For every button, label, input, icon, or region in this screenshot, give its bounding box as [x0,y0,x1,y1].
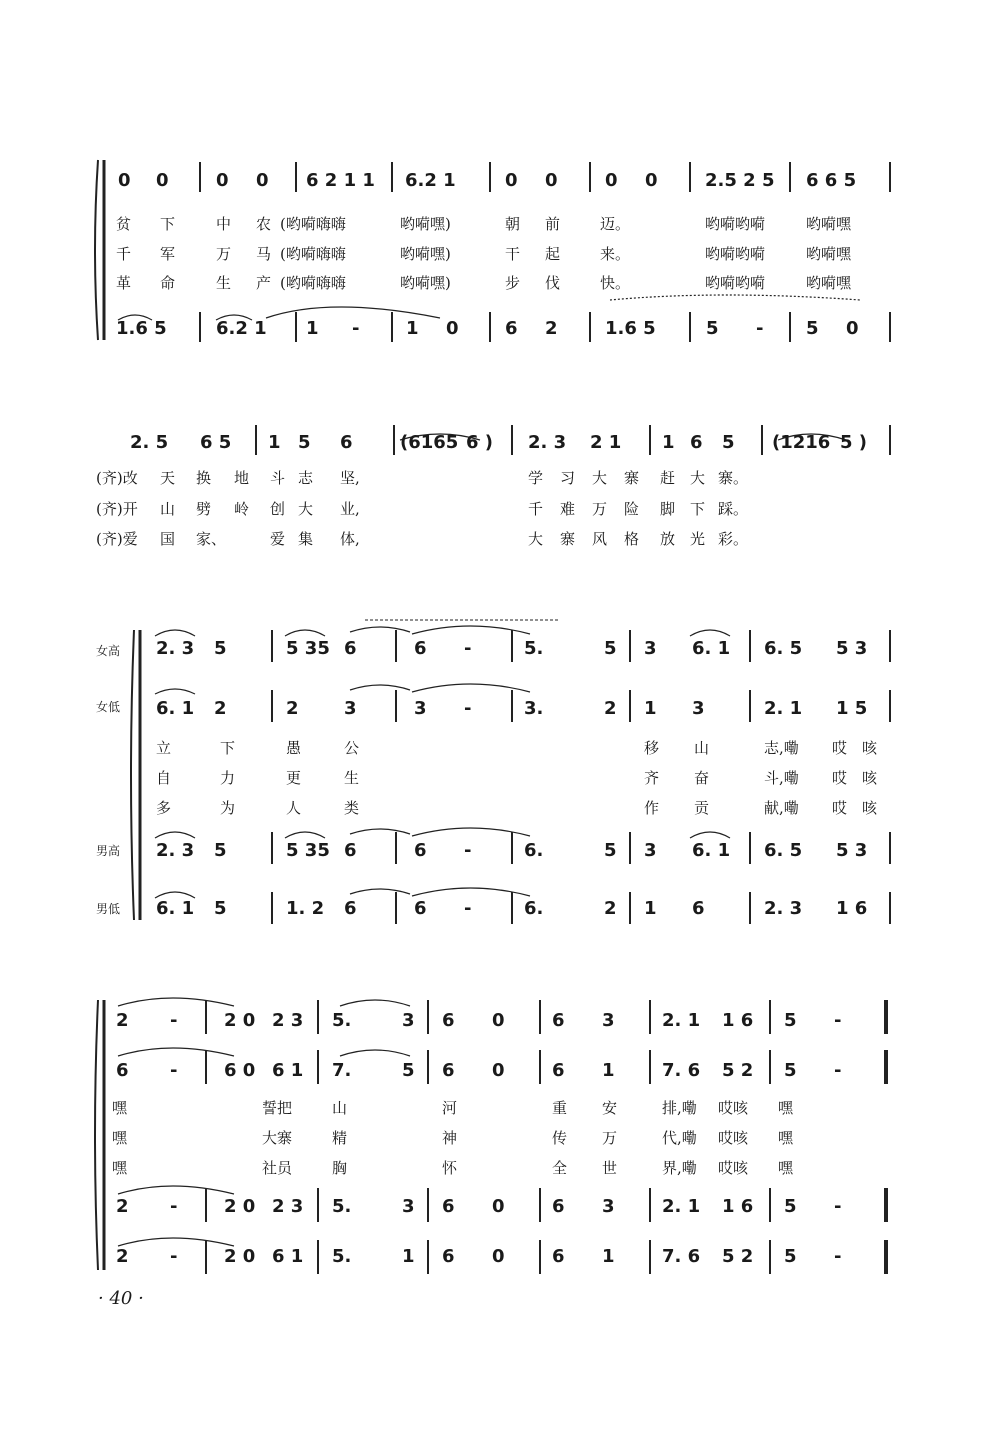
note-group: 1 [402,1246,415,1267]
lyric: 重 [552,1099,568,1117]
note-group: 2 [116,1196,129,1217]
note-group: 6 [442,1196,455,1217]
note-group: 6 5 [200,432,232,453]
lyric: (齐)爱 [96,530,138,548]
lyric: 格 [624,530,640,548]
lyric: 传 [552,1129,568,1147]
lyric: 哎咳 [718,1129,749,1147]
lyric: 下 [220,739,236,757]
note-group: 2. 3 [528,432,567,453]
note-group: 6 [442,1060,455,1081]
note-group: 1 5 [836,698,868,719]
note-group: 1.6 5 [116,318,167,339]
note-group: (1216 [772,432,831,453]
note-group: 6 [414,898,427,919]
note-group: 5 [604,840,617,861]
lyric: 体, [340,530,360,548]
note-group: 2 [116,1246,129,1267]
system4-part4-notes [0,1246,990,1270]
lyric: 踩。 [718,500,749,518]
lyric: 力 [220,769,236,787]
lyric: 马 [256,245,272,263]
system3-alto-notes [0,698,990,722]
note-group: 5. [332,1196,352,1217]
lyric: 赶 [660,469,676,487]
note-group: 6 [442,1010,455,1031]
note-group: 6 [414,638,427,659]
note-group: - [834,1010,842,1031]
system3-lyrics-verse3 [0,797,990,817]
note-group: 6. 5 [764,840,803,861]
note-group: 5 3 [836,638,868,659]
lyric: 迈。 [600,215,631,233]
note-group: 6 [552,1060,565,1081]
lyric: 为 [220,799,236,817]
note-group: 3 [402,1010,415,1031]
lyric: 下 [160,215,176,233]
lyric: 下 [690,500,706,518]
lyric: 全 [552,1159,568,1177]
note-group: 5 [214,638,227,659]
lyric: 风 [592,530,608,548]
note-group: 0 [492,1010,505,1031]
lyric: 哎 [832,799,848,817]
lyric: 咳 [862,739,878,757]
note-group: 1 6 [722,1010,754,1031]
system2-lyrics-verse1 [0,467,990,487]
note-group: 2. 3 [156,840,195,861]
lyric: 前 [545,215,561,233]
note-group: 2 [545,318,558,339]
lyric: (哟嗬嗨嗨 [280,274,346,292]
lyric: 彩。 [718,530,749,548]
note-group: 5 3 [836,840,868,861]
note-group: 0 [118,170,131,191]
lyric: 哟嗬哟嗬 [705,245,766,263]
note-group: 1 [306,318,319,339]
lyric: 哟嗬哟嗬 [705,274,766,292]
lyric: 怀 [442,1159,458,1177]
lyric: 贫 [116,215,132,233]
lyric: 换 [196,469,212,487]
note-group: 5 35 [286,840,330,861]
lyric: 干 [505,245,521,263]
system2-lyrics-verse2 [0,498,990,518]
lyric: 坚, [340,469,360,487]
note-group: - [834,1196,842,1217]
note-group: 6. [524,840,544,861]
note-group: 7. 6 [662,1246,701,1267]
note-group: 3 [602,1196,615,1217]
lyric: 哎 [832,739,848,757]
lyric: 天 [160,469,176,487]
note-group: 2. 1 [764,698,803,719]
system3-tenor-notes [0,840,990,864]
note-group: - [170,1010,178,1031]
lyric: 大 [528,530,544,548]
lyric: 山 [160,500,176,518]
lyric: 安 [602,1099,618,1117]
lyric: 人 [286,799,302,817]
lyric: 千 [528,500,544,518]
note-group: 6 [505,318,518,339]
lyric: 光 [690,530,706,548]
lyric: 界,嘞 [662,1159,697,1177]
note-group: 3. [524,698,544,719]
lyric: 岭 [234,500,250,518]
note-group: 3 [692,698,705,719]
note-group: 0 [645,170,658,191]
note-group: 1 6 [722,1196,754,1217]
lyric: 朝 [505,215,521,233]
note-group: 1.6 5 [605,318,656,339]
lyric: 胸 [332,1159,348,1177]
note-group: 5 [402,1060,415,1081]
system1-upper-notes [0,170,990,194]
lyric: 更 [286,769,302,787]
lyric: 嘿 [778,1099,794,1117]
lyric: 哟嗬嘿 [806,215,852,233]
note-group: - [170,1060,178,1081]
system4-part1-notes [0,1010,990,1034]
note-group: 6 [552,1010,565,1031]
note-group: 6 [442,1246,455,1267]
lyric: 作 [644,799,660,817]
note-group: 6 1 [272,1246,304,1267]
note-group: 5 [784,1010,797,1031]
note-group: 6 [692,898,705,919]
note-group: 3 [602,1010,615,1031]
lyric: 大寨 [262,1129,293,1147]
note-group: 2 1 [590,432,622,453]
note-group: 6 0 [224,1060,256,1081]
lyric: 山 [332,1099,348,1117]
lyric: 寨。 [718,469,749,487]
note-group: 6 [552,1196,565,1217]
note-group: 5 [784,1196,797,1217]
note-group: 6.2 1 [216,318,267,339]
note-group: 6. 1 [692,638,731,659]
lyric: 起 [545,245,561,263]
note-group: - [352,318,360,339]
system4-part2-notes [0,1060,990,1084]
lyric: 咳 [862,799,878,817]
note-group: - [464,698,472,719]
system1-lower-notes [0,318,990,342]
note-group: 2.5 2 5 [705,170,775,191]
lyric: 神 [442,1129,458,1147]
lyric: 嘿 [112,1099,128,1117]
note-group: 0 [446,318,459,339]
note-group: 6.2 1 [405,170,456,191]
note-group: 6 [690,432,703,453]
lyric: 嘿 [778,1159,794,1177]
lyric: 哟嗬嘿) [400,274,451,292]
system4-lyrics-verse2 [0,1127,990,1147]
lyric: 齐 [644,769,660,787]
note-group: (6165 [400,432,459,453]
lyric: 劈 [196,500,212,518]
lyric: 贡 [694,799,710,817]
note-group: 0 [846,318,859,339]
lyric: 自 [156,769,172,787]
note-group: 1 [268,432,281,453]
system1-lyrics-verse1 [0,213,990,233]
note-group: 5. [332,1246,352,1267]
note-group: 5 [784,1246,797,1267]
lyric: 哟嗬嘿 [806,245,852,263]
note-group: - [170,1196,178,1217]
lyric: 排,嘞 [662,1099,697,1117]
lyric: 哎咳 [718,1159,749,1177]
note-group: 5 [706,318,719,339]
lyric: 习 [560,469,576,487]
lyric: (哟嗬嗨嗨 [280,245,346,263]
system3-soprano-notes [0,638,990,662]
note-group: 1 6 [836,898,868,919]
note-group: 1. 2 [286,898,325,919]
note-group: 5 [604,638,617,659]
system1-lyrics-verse3 [0,272,990,292]
lyric: 步 [505,274,521,292]
note-group: 5 ) [840,432,868,453]
lyric: 多 [156,799,172,817]
note-group: 2 3 [272,1010,304,1031]
lyric: 学 [528,469,544,487]
lyric: 大 [592,469,608,487]
note-group: 7. [332,1060,352,1081]
note-group: 1 [602,1246,615,1267]
note-group: 5. [332,1010,352,1031]
lyric: 业, [340,500,360,518]
note-group: 2 [214,698,227,719]
system3-lyrics-verse1 [0,737,990,757]
lyric: 生 [344,769,360,787]
note-group: 6 [344,898,357,919]
note-group: - [464,840,472,861]
note-group: 6. [524,898,544,919]
note-group: 1 [406,318,419,339]
note-group: 0 [605,170,618,191]
lyric: 社员 [262,1159,293,1177]
lyric: 志 [298,469,314,487]
lyric: 大 [298,500,314,518]
note-group: 5 [214,840,227,861]
lyric: 献,嘞 [764,799,799,817]
lyric: 地 [234,469,250,487]
lyric: 中 [216,215,232,233]
lyric: 爱 [270,530,286,548]
note-group: 6. 1 [156,898,195,919]
note-group: 2. 5 [130,432,169,453]
note-group: 2 0 [224,1246,256,1267]
page-number: · 40 · [98,1288,144,1309]
note-group: 5 2 [722,1246,754,1267]
lyric: 生 [216,274,232,292]
system2-lyrics-verse3 [0,528,990,548]
lyric: 革 [116,274,132,292]
lyric: 万 [592,500,608,518]
note-group: 1 [644,698,657,719]
lyric: 伐 [545,274,561,292]
lyric: 斗 [270,469,286,487]
note-group: 2 [286,698,299,719]
note-group: 2 0 [224,1196,256,1217]
note-group: 0 [505,170,518,191]
lyric: 嘿 [112,1159,128,1177]
lyric: 国 [160,530,176,548]
lyric: (齐)开 [96,500,138,518]
note-group: 5 35 [286,638,330,659]
lyric: 志,嘞 [764,739,799,757]
note-group: 6 [344,840,357,861]
note-group: 5 2 [722,1060,754,1081]
note-group: 6. 1 [156,698,195,719]
note-group: 2 [604,698,617,719]
lyric: 险 [624,500,640,518]
lyric: 奋 [694,769,710,787]
note-group: 6 [340,432,353,453]
note-group: 0 [156,170,169,191]
note-group: 1 [602,1060,615,1081]
system4-lyrics-verse1 [0,1097,990,1117]
note-group: 5 [784,1060,797,1081]
lyric: 山 [694,739,710,757]
note-group: 0 [492,1246,505,1267]
note-group: 0 [216,170,229,191]
note-group: 3 [414,698,427,719]
lyric: 来。 [600,245,631,263]
system3-bass-notes [0,898,990,922]
note-group: 6 2 1 1 [306,170,375,191]
lyric: 代,嘞 [662,1129,697,1147]
part-label-alto: 女低 [96,700,121,714]
note-group: - [464,638,472,659]
note-group: 3 [402,1196,415,1217]
part-label-soprano: 女高 [96,644,121,658]
note-group: 0 [545,170,558,191]
lyric: 嘿 [778,1129,794,1147]
note-group: 5. [524,638,544,659]
note-group: - [834,1246,842,1267]
part-label-bass: 男低 [96,902,121,916]
lyric: 寨 [624,469,640,487]
note-group: 6 1 [272,1060,304,1081]
note-group: 5 [806,318,819,339]
system2-notes [0,432,990,456]
lyric: 哟嗬哟嗬 [705,215,766,233]
note-group: 6. 1 [692,840,731,861]
lyric: 万 [216,245,232,263]
note-group: 2 3 [272,1196,304,1217]
note-group: 6 6 5 [806,170,857,191]
lyric: 产 [256,274,272,292]
note-group: - [464,898,472,919]
lyric: 放 [660,530,676,548]
note-group: 7. 6 [662,1060,701,1081]
lyric: 快。 [600,274,631,292]
lyric: 哎咳 [718,1099,749,1117]
note-group: 0 [256,170,269,191]
note-group: 0 [492,1196,505,1217]
note-group: 5 [722,432,735,453]
lyric: 哟嗬嘿) [400,245,451,263]
note-group: 2 [604,898,617,919]
lyric: 脚 [660,500,676,518]
note-group: 6 ) [466,432,494,453]
lyric: 河 [442,1099,458,1117]
lyric: 斗,嘞 [764,769,799,787]
note-group: - [834,1060,842,1081]
note-group: 1 [644,898,657,919]
note-group: 5 [214,898,227,919]
note-group: - [170,1246,178,1267]
lyric: 千 [116,245,132,263]
part-label-tenor: 男高 [96,844,121,858]
lyric: 愚 [286,739,302,757]
lyric: 哟嗬嘿 [806,274,852,292]
lyric: 创 [270,500,286,518]
note-group: 6 [552,1246,565,1267]
note-group: 6. 5 [764,638,803,659]
note-group: - [756,318,764,339]
lyric: 立 [156,739,172,757]
note-group: 5 [298,432,311,453]
lyric: 公 [344,739,360,757]
lyric: (齐)改 [96,469,138,487]
note-group: 6 [116,1060,129,1081]
lyric: 农 [256,215,272,233]
note-group: 1 [662,432,675,453]
note-group: 2 0 [224,1010,256,1031]
lyric: 类 [344,799,360,817]
lyric: 精 [332,1129,348,1147]
lyric: 命 [160,274,176,292]
note-group: 3 [644,840,657,861]
lyric: 哟嗬嘿) [400,215,451,233]
lyric: 寨 [560,530,576,548]
note-group: 2. 1 [662,1010,701,1031]
lyric: 万 [602,1129,618,1147]
lyric: 军 [160,245,176,263]
lyric: 集 [298,530,314,548]
note-group: 2. 1 [662,1196,701,1217]
lyric: 难 [560,500,576,518]
lyric: 家、 [196,530,227,548]
note-group: 2 [116,1010,129,1031]
lyric: 移 [644,739,660,757]
lyric: 哎 [832,769,848,787]
lyric: 大 [690,469,706,487]
note-group: 2. 3 [156,638,195,659]
lyric: 誓把 [262,1099,293,1117]
note-group: 0 [492,1060,505,1081]
note-group: 3 [644,638,657,659]
note-group: 3 [344,698,357,719]
note-group: 6 [414,840,427,861]
system3-lyrics-verse2 [0,767,990,787]
lyric: 嘿 [112,1129,128,1147]
lyric: 咳 [862,769,878,787]
note-group: 6 [344,638,357,659]
lyric: (哟嗬嗨嗨 [280,215,346,233]
system1-lyrics-verse2 [0,243,990,263]
note-group: 2. 3 [764,898,803,919]
lyric: 世 [602,1159,618,1177]
system4-part3-notes [0,1196,990,1220]
system4-lyrics-verse3 [0,1157,990,1177]
